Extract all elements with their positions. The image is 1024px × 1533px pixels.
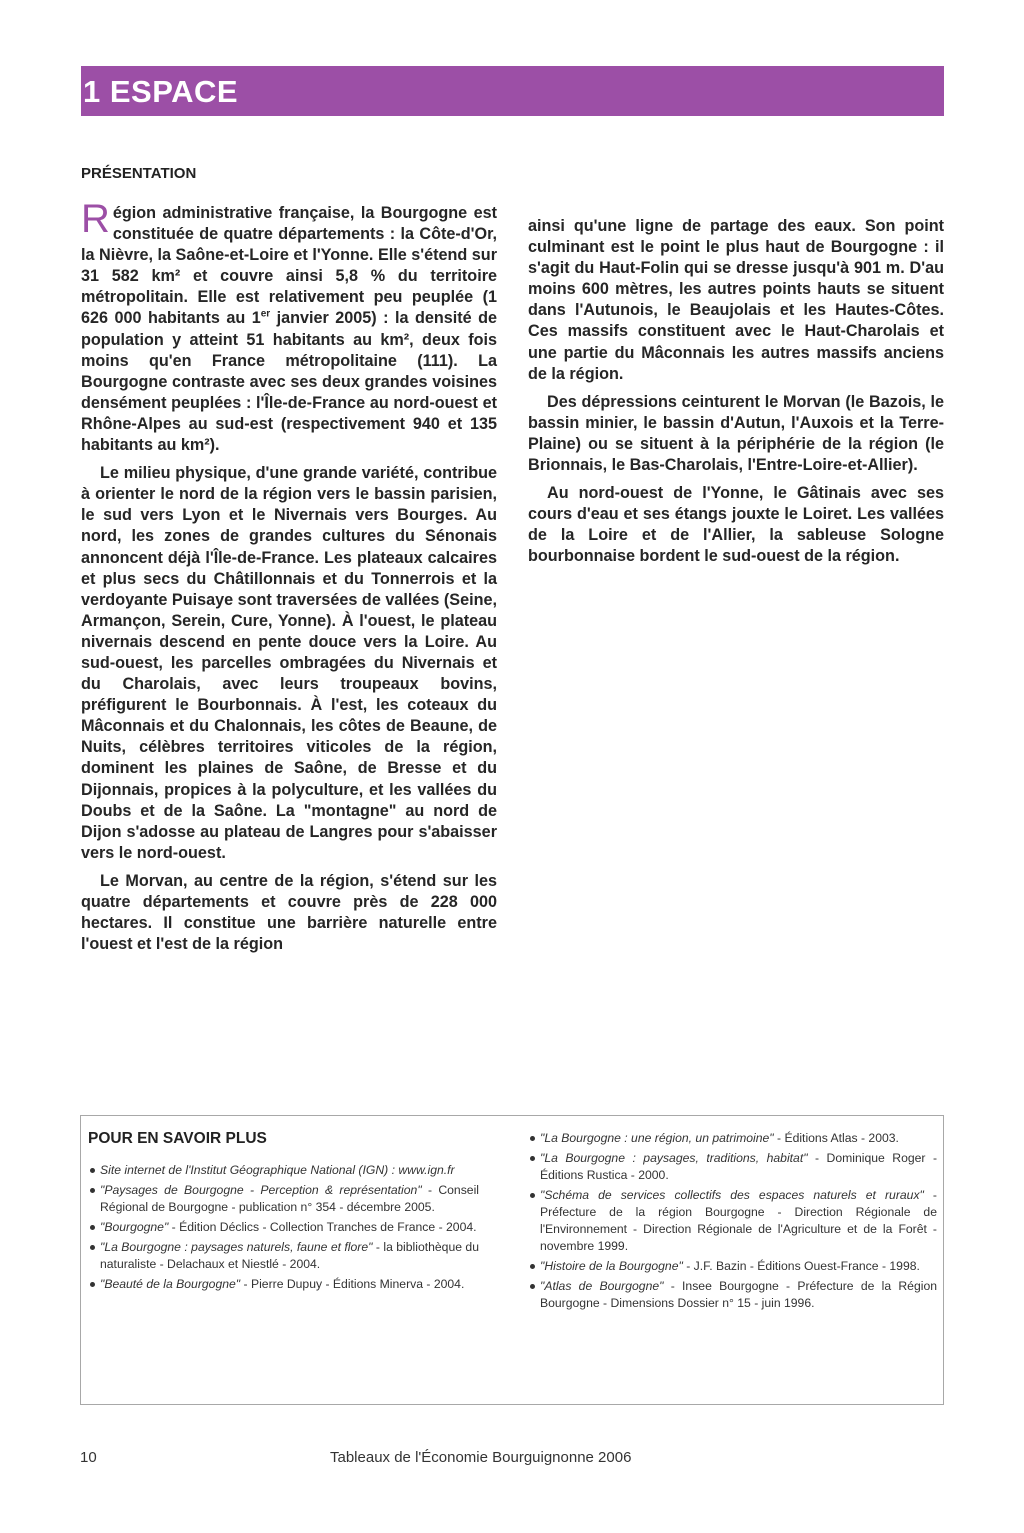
list-item: "La Bourgogne : paysages, traditions, habitat" - Dominique Roger - Éditions Rustica - 2000.: [529, 1150, 937, 1184]
list-item: Site internet de l'Institut Géographique National (IGN) : www.ign.fr: [89, 1162, 479, 1179]
list-item: "La Bourgogne : une région, un patrimoine" - Éditions Atlas - 2003.: [529, 1130, 937, 1147]
paragraph: Le Morvan, au centre de la région, s'étend sur les quatre départements et couvre près de 228 000 hectares. Il constitue une barrière naturelle entre l'ouest et l'est de la région: [81, 871, 497, 954]
drop-cap: R: [81, 197, 110, 241]
list-item: "La Bourgogne : paysages naturels, faune et flore" - la bibliothèque du naturaliste - Delachaux et Niestlé - 2004.: [89, 1239, 479, 1273]
paragraph: Au nord-ouest de l'Yonne, le Gâtinais avec ses cours d'eau et ses étangs jouxte le Loiret. Les vallées de la Loire et de l'Allier, la sableuse Sologne bourbonnaise bordent le sud-ouest de la région.: [528, 484, 944, 566]
paragraph: Le milieu physique, d'une grande variété, contribue à orienter le nord de la région vers le bassin parisien, le sud vers Lyon et le Nivernais vers Bourges. Au nord, les zones de grandes cultures du Sénonais annoncent déjà l'Île-de-France. Les plateaux calcaires et plus secs du Châtillonnais et du Tonnerrois et la verdoyante Puisaye sont traversées de vallées (Seine, Armançon, Serein, Cure, Yonne). À l'ouest, le plateau nivernais descend en pente douce vers la Loire. Au sud-ouest, les parcelles ombragées du Nivernais et du Charolais, avec leurs troupeaux bovins, préfigurent le Bourbonnais. À l'est, les coteaux du Mâconnais et du Chalonnais, les côtes de Beaune, de Nuits, célèbres territoires viticoles de la région, dominent les plaines de Saône, de Bresse et du Dijonnais, propices à la polyculture, et les vallées du Doubs et de la Saône. La "montagne" au nord de Dijon s'adosse au plateau de Langres pour s'abaisser vers le nord-ouest.: [81, 464, 497, 862]
list-item: "Atlas de Bourgogne" - Insee Bourgogne - Préfecture de la Région Bourgogne - Dimensions Dossier n° 15 - juin 1996.: [529, 1278, 937, 1312]
reference-list-right: [529, 1130, 937, 1315]
chapter-banner: [81, 66, 944, 116]
publication-title: Tableaux de l'Économie Bourguignonne 2006: [330, 1449, 632, 1466]
right-column: [528, 216, 944, 575]
further-reading-box: [80, 1115, 944, 1405]
reference-list-left: [89, 1162, 479, 1296]
list-item: "Paysages de Bourgogne - Perception & représentation" - Conseil Régional de Bourgogne - publication n° 354 - décembre 2005.: [89, 1182, 479, 1216]
paragraph: [81, 197, 497, 456]
paragraph: ainsi qu'une ligne de partage des eaux. Son point culminant est le point le plus haut de Bourgogne : il s'agit du Haut-Folin qui se dresse jusqu'à 901 m. D'au moins 600 mètres, les autres points hauts se situent dans l'Autunois, le Beaujolais et les Hautes-Côtes. Ces massifs constituent avec le Haut-Charolais et une partie du Mâconnais les autres massifs anciens de la région.: [528, 217, 944, 383]
chapter-title: 1 ESPACE: [83, 74, 239, 109]
list-item: "Histoire de la Bourgogne" - J.F. Bazin - Éditions Ouest-France - 1998.: [529, 1258, 937, 1275]
left-column: [81, 197, 497, 962]
box-title: POUR EN SAVOIR PLUS: [88, 1130, 267, 1147]
paragraph-text: janvier 2005) : la densité de population y atteint 51 habitants au km², deux fois moins qu'en France métropolitaine (111). La Bourgogne contraste avec ses deux grandes voisines densément peuplées : l'Île-de-France au nord-ouest et Rhône-Alpes au sud-est (respectivement 940 et 135 habitants au km²).: [81, 309, 497, 455]
page-number: 10: [80, 1449, 97, 1466]
list-item: "Schéma de services collectifs des espaces naturels et ruraux" - Préfecture de la région Bourgogne - Direction Régionale de l'Environnement - Direction Régionale de l'Agriculture et de la Forêt - novembre 1999.: [529, 1187, 937, 1255]
superscript: er: [260, 309, 271, 321]
paragraph-text: égion administrative française, la Bourgogne est constituée de quatre départements : la Côte-d'Or, la Nièvre, la Saône-et-Loire et l'Yonne. Elle s'étend sur 31 582 km² et couvre ainsi 5,8 % du territoire métropolitain. Elle est relativement peu peuplée (1 626 000 habitants au 1: [81, 204, 497, 328]
list-item: "Bourgogne" - Édition Déclics - Collection Tranches de France - 2004.: [89, 1219, 479, 1236]
section-heading: PRÉSENTATION: [81, 165, 197, 182]
paragraph: Des dépressions ceinturent le Morvan (le Bazois, le bassin minier, le bassin d'Autun, l'Auxois et la Terre-Plaine) ou se situent à la périphérie de la région (le Brionnais, le Bas-Charolais, l'Entre-Loire-et-Allier).: [528, 392, 944, 475]
list-item: "Beauté de la Bourgogne" - Pierre Dupuy - Éditions Minerva - 2004.: [89, 1276, 479, 1293]
